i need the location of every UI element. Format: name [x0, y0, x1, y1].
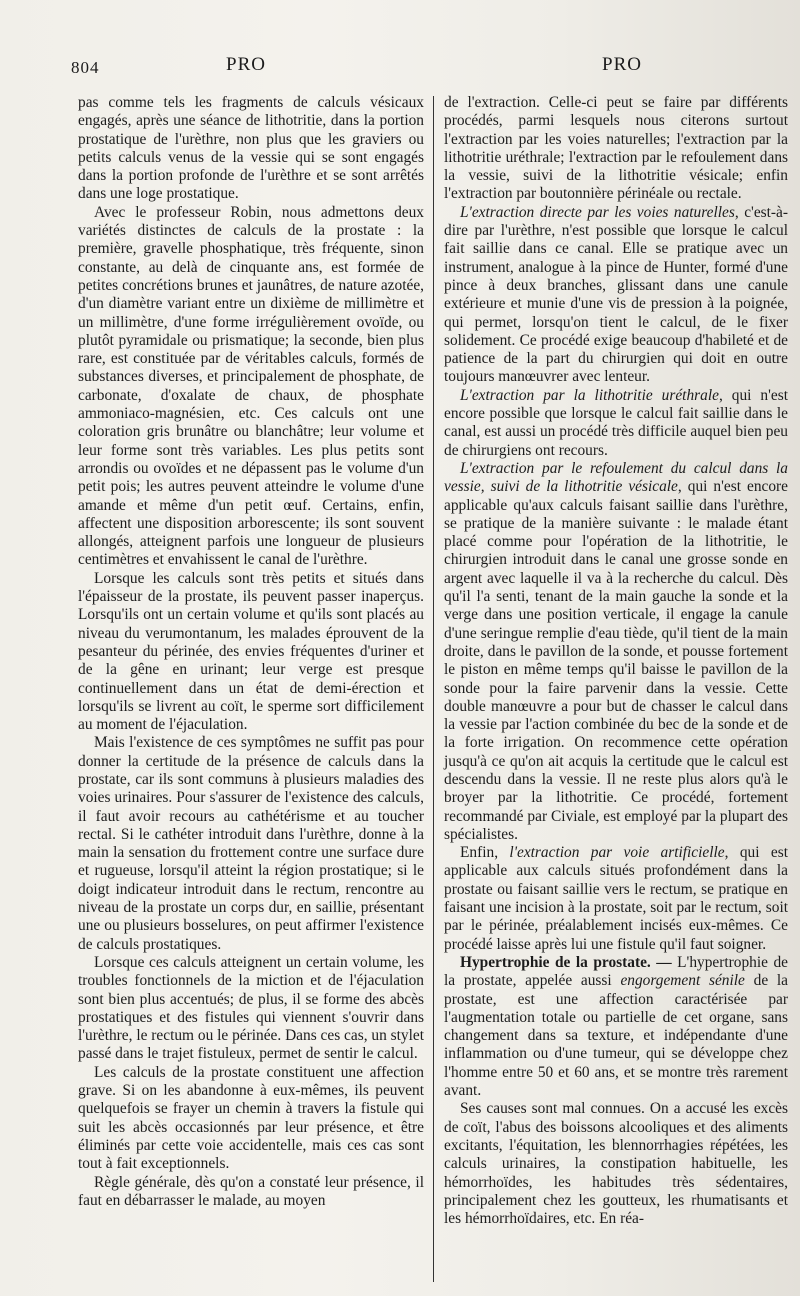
right-column: [444, 94, 788, 1228]
paragraph-text: Enfin,: [460, 844, 510, 862]
left-column: [78, 94, 424, 1210]
section-heading: Hypertrophie de la prostate. —: [460, 953, 672, 971]
paragraph: [78, 1174, 424, 1211]
running-title-right: PRO: [602, 54, 642, 75]
paragraph-text: Lorsque les calculs sont très petits et situés dans l'épaisseur de la prostate, ils peuvent passer inaperçus. Lorsqu'ils ont un certain volume et qu'ils sont placés au niveau du verumontanum, les malades éprouvent de la pesanteur du périnée, des envies fréquentes d'uriner et de la gêne en urinant; leur verge est presque continuellement dans un état de demi-érection et lorsqu'ils se livrent au coït, le sperme sort difficilement au moment de l'éjaculation.: [78, 569, 424, 734]
paragraph: [78, 954, 424, 1064]
paragraph-text: , qui n'est encore possible que lorsque le calcul fait saillie dans le canal, est aussi un procédé très difficile auquel bien peu de chirurgiens ont recours.: [444, 386, 788, 459]
italic-term: engorgement sénile: [620, 972, 745, 990]
paragraph: [444, 94, 788, 204]
paragraph-text: Mais l'existence de ces symptômes ne suffit pas pour donner la certitude de la présence de calculs dans la prostate, car ils sont communs à plusieurs maladies des voies urinaires. Pour s'assurer de l'existence des calculs, il faut avoir recours au cathétérisme et au toucher rectal. Si le cathéter introduit dans l'urèthre, donne à la main la sensation du frottement contre une surface dure et rugueuse, lorsqu'il atteint la région prostatique; si le doigt indicateur introduit dans le rectum, rencontre au niveau de la prostate un corps dur, en saillie, présentant une ou plusieurs bosselures, on peut affirmer l'existence de calculs prostatiques.: [78, 734, 424, 953]
paragraph: [78, 204, 424, 570]
italic-term: L'extraction par la lithotritie uréthrale: [460, 386, 719, 404]
paragraph-text: L'hypertrophie de la prostate, appelée aussi: [444, 953, 788, 990]
paragraph-text: Avec le professeur Robin, nous admettons deux variétés distinctes de calculs de la prostate : la première, gravelle phosphatique, très fréquente, sinon constante, au delà de cinquante ans, est formée de petites concrétions brunes et jaunâtres, de nature azotée, d'un diamètre variant entre un dixième de millimètre et un millimètre, d'une forme irrégulièrement ovoïde, ou plutôt pyramidale ou prismatique; la seconde, bien plus rare, est constituée par de véritables calculs, formés de substances diverses, et principalement de phosphate, de carbonate, d'oxalate de chaux, de phosphate ammoniaco-magnésien, etc. Ces calculs ont une coloration gris brunâtre ou blanchâtre; leur volume et leur forme sont très variables. Les plus petits sont arrondis ou ovoïdes et ne dépassent pas le volume d'un petit pois; les autres peuvent atteindre le volume d'une amande et même d'un petit œuf. Certains, enfin, affectent une disposition arborescente; ils sont souvent allongés, atteignent parfois une longueur de plusieurs centimètres et envahissent le canal de l'urèthre.: [78, 203, 424, 569]
italic-term: L'extraction par le refoulement du calcul dans la vessie, suivi de la lithotritie vésicale: [444, 459, 788, 496]
paragraph-text: Règle générale, dès qu'on a constaté leur présence, il faut en débarrasser le malade, au moyen: [78, 1173, 424, 1209]
running-title-left: PRO: [226, 54, 266, 75]
italic-term: L'extraction directe par les voies naturelles: [460, 203, 735, 221]
paragraph-text: , c'est-à-dire par l'urèthre, n'est possible que lorsque le calcul fait saillie dans ce canal. Elle se pratique avec un instrument, analogue à la pince de Hunter, formé d'une pince à deux branches, glissant dans une canule extérieure et munie d'une vis de pression à la poignée, qui permet, lorsqu'on tient le calcul, de le fixer solidement. Ce procédé exige beaucoup d'habileté et de patience de la part du chirurgien qui doit en outre toujours manœuvrer avec lenteur.: [444, 203, 788, 386]
paragraph-text: Ses causes sont mal connues. On a accusé les excès de coït, l'abus des boissons alcooliques et des aliments excitants, l'équitation, les blennorrhagies répétées, les calculs urinaires, la constipation habituelle, les hémorrhoïdes, les habitudes très sédentaires, principalement chez les goutteux, les rhumatisants et les hémorrhoïdaires, etc. En réa-: [444, 1100, 788, 1228]
paragraph: [78, 94, 424, 204]
running-header: [0, 52, 800, 82]
paragraph-text: , qui n'est encore applicable qu'aux calculs faisant saillie dans l'urèthre, se pratique de la manière suivante : le malade étant placé comme pour l'opération de la lithotritie, le chirurgien introduit dans le canal une grosse sonde en argent avec laquelle il va à la recherche du calcul. Dès qu'il l'a senti, tenant de la main gauche la sonde et la verge dans une position verticale, il engage la canule d'une seringue remplie d'eau tiède, qu'il tient de la main droite, dans le pavillon de la sonde, et pousse fortement le piston en même temps qu'il baisse le pavillon de la sonde pour la faire parvenir dans la vessie. Cette double manœuvre a pour but de chasser le calcul dans la vessie par l'action combinée du bec de la sonde et de la forte irrigation. On recommence cette opération jusqu'à ce qu'on ait acquis la certitude que le calcul est descendu dans la vessie. Il ne reste plus alors qu'à le broyer par la lithotritie. Ce procédé, fortement recommandé par Civiale, est employé par la plupart des spécialistes.: [444, 478, 788, 843]
paragraph: [78, 734, 424, 954]
column-divider: [433, 96, 434, 1282]
page-number: 804: [71, 58, 100, 77]
paragraph: [444, 1100, 788, 1228]
italic-term: l'extraction par voie artificielle: [509, 844, 725, 862]
section-heading-paragraph: [444, 954, 788, 1100]
paragraph-text: de l'extraction. Celle-ci peut se faire par différents procédés, parmi lesquels nous citerons surtout l'extraction par les voies naturelles; l'extraction par la lithotritie uréthrale; l'extraction par le refoulement dans la vessie, suivi de la lithotritie vésicale; enfin l'extraction par boutonnière périnéale ou rectale.: [444, 94, 788, 203]
paragraph-text: pas comme tels les fragments de calculs vésicaux engagés, après une séance de lithotritie, dans la portion prostatique de l'urèthre, non plus que les graviers ou petits calculs venus de la vessie qui se sont engagés dans la portion profonde de l'urèthre et se sont arrêtés dans une loge prostatique.: [78, 94, 424, 203]
paragraph: [78, 1064, 424, 1174]
paragraph-text: , qui est applicable aux calculs situés profondément dans la prostate ou faisant saillie vers le rectum, se pratique en faisant une incision à la prostate, soit par le rectum, soit par le périnée, préalablement incisés eux-mêmes. Ce procédé laisse après lui une fistule qu'il faut soigner.: [444, 844, 788, 953]
paragraph: [444, 387, 788, 460]
paragraph: [444, 460, 788, 844]
paragraph: [78, 570, 424, 735]
paragraph-text: de la prostate, est une affection caractérisée par l'augmentation totale ou partielle de cet organe, sans changement dans sa texture, et indépendante d'une inflammation ou d'une tumeur, qui se développe chez l'homme entre 50 et 60 ans, et se montre très rarement avant.: [444, 972, 788, 1100]
paragraph-text: Lorsque ces calculs atteignent un certain volume, les troubles fonctionnels de la miction et de l'éjaculation sont bien plus accentués; de plus, il se forme des abcès prostatiques et des fistules qui viennent s'ouvrir dans l'urèthre, le rectum ou le périnée. Dans ces cas, un stylet passé dans le trajet fistuleux, permet de sentir le calcul.: [78, 953, 424, 1063]
paragraph: [444, 844, 788, 954]
paragraph: [444, 204, 788, 387]
paragraph-text: Les calculs de la prostate constituent une affection grave. Si on les abandonne à eux-mêmes, ils peuvent quelquefois se frayer un chemin à travers la fistule qui suit les abcès occasionnés par leur présence, et être éliminés par cette voie accidentelle, mais ces cas sont tout à fait exceptionnels.: [78, 1063, 424, 1173]
